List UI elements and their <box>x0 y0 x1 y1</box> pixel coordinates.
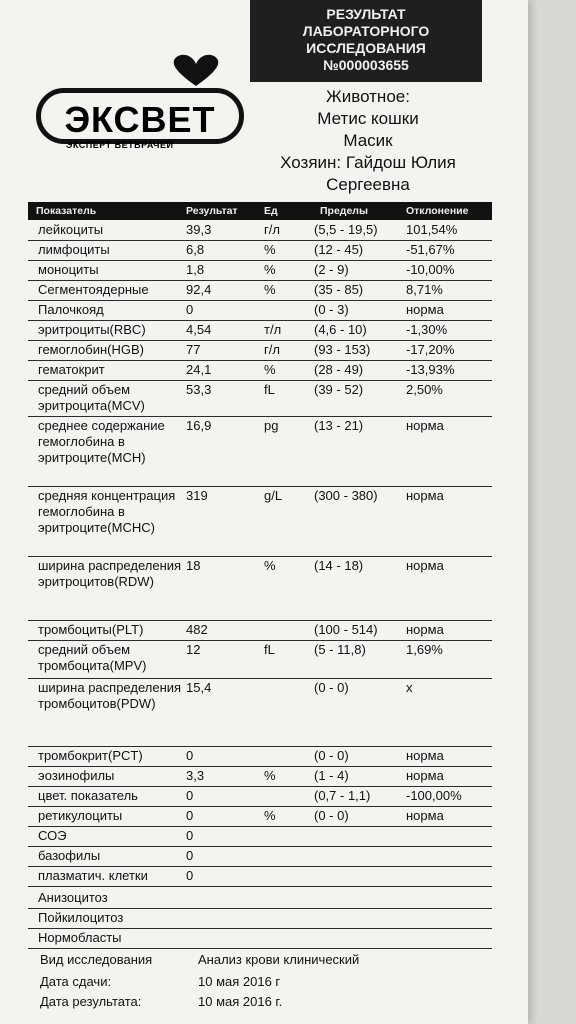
row-divider <box>28 928 492 929</box>
row-divider <box>28 280 492 281</box>
param-result: 0 <box>186 302 194 317</box>
row-divider <box>28 678 492 679</box>
row-divider <box>28 866 492 867</box>
row-divider <box>28 240 492 241</box>
report-title-line3: ИССЛЕДОВАНИЯ <box>306 40 426 56</box>
param-result: 0 <box>186 848 194 863</box>
param-deviation: -10,00% <box>406 262 455 277</box>
row-divider <box>28 846 492 847</box>
exvet-logo <box>36 58 246 168</box>
param-unit: % <box>264 242 276 257</box>
table-row <box>28 558 492 620</box>
param-unit: % <box>264 768 276 783</box>
table-row <box>28 930 492 948</box>
param-range: (35 - 85) <box>314 282 364 297</box>
row-divider <box>28 806 492 807</box>
table-row <box>28 262 492 280</box>
param-name: эозинофилы <box>38 768 115 783</box>
param-name: тромбокрит(PCT) <box>38 748 143 763</box>
param-deviation: норма <box>406 418 444 433</box>
param-unit: % <box>264 362 276 377</box>
heart-icon <box>36 52 246 92</box>
param-deviation: норма <box>406 488 444 503</box>
param-unit: г/л <box>264 222 280 237</box>
param-range: (0 - 3) <box>314 302 349 317</box>
table-row <box>28 828 492 846</box>
table-row <box>28 808 492 826</box>
row-divider <box>28 886 492 887</box>
animal-label: Животное: <box>326 87 410 106</box>
param-result: 1,8 <box>186 262 205 277</box>
owner-patronymic: Сергеевна <box>326 175 410 194</box>
param-result: 0 <box>186 808 194 823</box>
param-result: 77 <box>186 342 201 357</box>
param-result: 4,54 <box>186 322 212 337</box>
table-row <box>28 788 492 806</box>
logo-name: ЭКСВЕТ <box>36 88 244 144</box>
param-range: (4,6 - 10) <box>314 322 367 337</box>
param-unit: g/L <box>264 488 283 503</box>
table-row <box>28 680 492 746</box>
param-name: средний объем эритроцита(MCV) <box>38 382 145 413</box>
param-name: цвет. показатель <box>38 788 138 803</box>
row-divider <box>28 786 492 787</box>
param-name: лейкоциты <box>38 222 104 237</box>
param-range: (14 - 18) <box>314 558 364 573</box>
param-deviation: норма <box>406 302 444 317</box>
table-row <box>28 362 492 380</box>
param-range: (0 - 0) <box>314 680 349 695</box>
param-deviation: норма <box>406 558 444 573</box>
row-divider <box>28 948 492 949</box>
table-row <box>28 322 492 340</box>
param-range: (0,7 - 1,1) <box>314 788 371 803</box>
table-row <box>28 890 492 908</box>
param-name: Палочкояд <box>38 302 104 317</box>
submit-date-label: Дата сдачи: <box>40 974 112 989</box>
result-date-value: 10 мая 2016 г. <box>198 994 283 1009</box>
report-title-line2: ЛАБОРАТОРНОГО <box>302 23 430 39</box>
param-name: тромбоциты(PLT) <box>38 622 144 637</box>
param-deviation: -17,20% <box>406 342 455 357</box>
param-deviation: -13,93% <box>406 362 455 377</box>
table-row <box>28 488 492 556</box>
table-row <box>28 748 492 766</box>
study-type-label: Вид исследования <box>40 952 153 967</box>
row-divider <box>28 416 492 417</box>
param-deviation: 101,54% <box>406 222 458 237</box>
table-row <box>28 868 492 886</box>
param-deviation: -100,00% <box>406 788 462 803</box>
param-name: гематокрит <box>38 362 105 377</box>
param-deviation: норма <box>406 768 444 783</box>
param-name: моноциты <box>38 262 99 277</box>
table-row <box>28 848 492 866</box>
row-divider <box>28 486 492 487</box>
results-table-header <box>28 202 492 220</box>
param-deviation: норма <box>406 622 444 637</box>
col-header-range: Пределы <box>320 205 368 217</box>
report-title-line1: РЕЗУЛЬТАТ <box>326 6 406 22</box>
param-result: 0 <box>186 868 194 883</box>
param-range: (13 - 21) <box>314 418 364 433</box>
param-result: 53,3 <box>186 382 212 397</box>
param-result: 0 <box>186 828 194 843</box>
param-name: эритроциты(RBC) <box>38 322 146 337</box>
param-range: (93 - 153) <box>314 342 371 357</box>
param-name: ретикулоциты <box>38 808 123 823</box>
param-range: (12 - 45) <box>314 242 364 257</box>
param-range: (100 - 514) <box>314 622 378 637</box>
param-range: (39 - 52) <box>314 382 364 397</box>
param-name: СОЭ <box>38 828 67 843</box>
param-deviation: -1,30% <box>406 322 448 337</box>
row-divider <box>28 320 492 321</box>
param-deviation: x <box>406 680 413 695</box>
row-divider <box>28 556 492 557</box>
param-result: 12 <box>186 642 201 657</box>
param-name: Нормобласты <box>38 930 122 945</box>
param-range: (2 - 9) <box>314 262 349 277</box>
param-range: (28 - 49) <box>314 362 364 377</box>
logo-tagline: ЭКСПЕРТ ВЕТВРАЧЕЙ <box>66 140 174 150</box>
param-result: 319 <box>186 488 208 503</box>
report-number: №000003655 <box>323 57 409 73</box>
param-deviation: норма <box>406 808 444 823</box>
param-name: Сегментоядерные <box>38 282 149 297</box>
param-result: 18 <box>186 558 201 573</box>
table-row <box>28 768 492 786</box>
param-range: (300 - 380) <box>314 488 378 503</box>
row-divider <box>28 766 492 767</box>
table-row <box>28 910 492 928</box>
row-divider <box>28 620 492 621</box>
param-range: (0 - 0) <box>314 808 349 823</box>
param-result: 482 <box>186 622 208 637</box>
param-name: Пойкилоцитоз <box>38 910 124 925</box>
row-divider <box>28 360 492 361</box>
col-header-parameter: Показатель <box>36 205 97 217</box>
row-divider <box>28 380 492 381</box>
table-row <box>28 282 492 300</box>
param-range: (5,5 - 19,5) <box>314 222 378 237</box>
param-result: 92,4 <box>186 282 212 297</box>
table-row <box>28 382 492 416</box>
param-unit: % <box>264 282 276 297</box>
param-name: средняя концентрация гемоглобина в эритроците(MCHC) <box>38 488 176 535</box>
row-divider <box>28 260 492 261</box>
param-unit: т/л <box>264 322 282 337</box>
row-divider <box>28 908 492 909</box>
param-name: лимфоциты <box>38 242 110 257</box>
table-row <box>28 642 492 678</box>
table-row <box>28 222 492 240</box>
col-header-unit: Ед <box>264 205 278 217</box>
param-result: 24,1 <box>186 362 212 377</box>
row-divider <box>28 826 492 827</box>
param-deviation: 2,50% <box>406 382 443 397</box>
param-result: 0 <box>186 748 194 763</box>
param-name: Анизоцитоз <box>38 890 108 905</box>
param-name: плазматич. клетки <box>38 868 148 883</box>
result-date-label: Дата результата: <box>40 994 142 1009</box>
param-name: базофилы <box>38 848 101 863</box>
table-row <box>28 302 492 320</box>
param-result: 0 <box>186 788 194 803</box>
row-divider <box>28 300 492 301</box>
param-unit: % <box>264 558 276 573</box>
param-name: среднее содержание гемоглобина в эритроците(MCH) <box>38 418 165 465</box>
animal-name: Масик <box>343 131 393 150</box>
row-divider <box>28 340 492 341</box>
param-deviation: -51,67% <box>406 242 455 257</box>
table-row <box>28 342 492 360</box>
param-deviation: норма <box>406 748 444 763</box>
animal-breed: Метис кошки <box>317 109 419 128</box>
param-range: (0 - 0) <box>314 748 349 763</box>
param-name: средний объем тромбоцита(MPV) <box>38 642 147 673</box>
study-type-value: Анализ крови клинический <box>198 952 360 967</box>
row-divider <box>28 640 492 641</box>
table-row <box>28 242 492 260</box>
animal-info <box>248 86 488 196</box>
param-deviation: 8,71% <box>406 282 443 297</box>
param-unit: pg <box>264 418 279 433</box>
param-name: ширина распределения тромбоцитов(PDW) <box>38 680 182 711</box>
param-result: 6,8 <box>186 242 205 257</box>
param-result: 15,4 <box>186 680 212 695</box>
param-name: ширина распределения эритроцитов(RDW) <box>38 558 182 589</box>
param-name: гемоглобин(HGB) <box>38 342 144 357</box>
param-result: 16,9 <box>186 418 212 433</box>
row-divider <box>28 746 492 747</box>
param-result: 3,3 <box>186 768 205 783</box>
param-range: (1 - 4) <box>314 768 349 783</box>
table-row <box>28 418 492 486</box>
param-unit: % <box>264 262 276 277</box>
report-title-box <box>250 0 482 82</box>
param-unit: г/л <box>264 342 280 357</box>
param-unit: % <box>264 808 276 823</box>
table-row <box>28 622 492 640</box>
submit-date-value: 10 мая 2016 г <box>198 974 281 989</box>
param-deviation: 1,69% <box>406 642 443 657</box>
param-unit: fL <box>264 642 275 657</box>
param-range: (5 - 11,8) <box>314 642 366 657</box>
param-result: 39,3 <box>186 222 212 237</box>
col-header-result: Результат <box>186 205 238 217</box>
owner-name: Хозяин: Гайдош Юлия <box>280 153 456 172</box>
param-unit: fL <box>264 382 275 397</box>
col-header-deviation: Отклонение <box>406 205 469 217</box>
